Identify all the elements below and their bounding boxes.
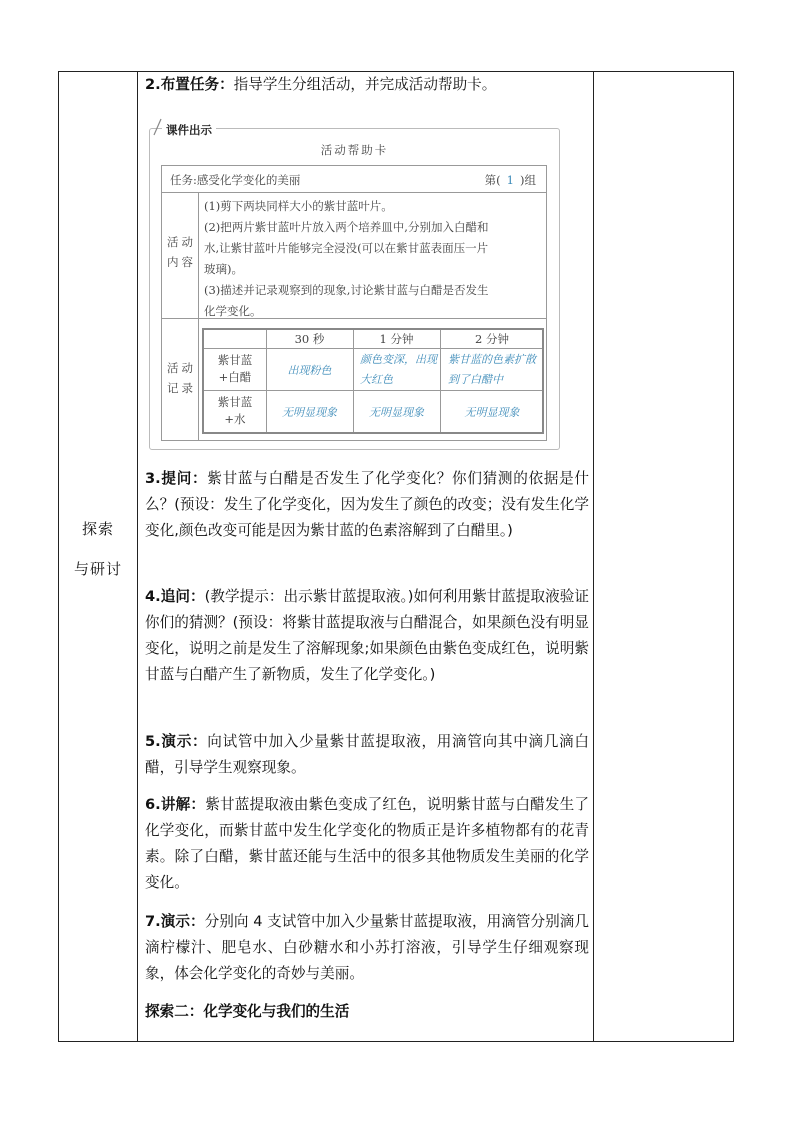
step-6-number: 6.讲解：	[145, 796, 206, 813]
row-vinegar-2min: 紫甘蓝的色素扩散到了白醋中	[448, 353, 536, 386]
step-6	[145, 792, 589, 896]
step-3-text: 紫甘蓝与白醋是否发生了化学变化？你们猜测的依据是什么？(预设：发生了化学变化，因为发生了颜色的改变；没有发生化学变化,颜色改变可能是因为紫甘蓝的色素溶解到了白醋里。)	[145, 470, 589, 539]
card-task: 任务:感受化学变化的美丽	[170, 173, 301, 187]
step-7-text: 分别向 4 支试管中加入少量紫甘蓝提取液，用滴管分别滴几滴柠檬汁、肥皂水、白砂糖水和小苏打溶液，引导学生仔细观察现象，体会化学变化的奇妙与美丽。	[145, 913, 589, 982]
activity-card	[161, 165, 547, 441]
column-divider-left	[137, 71, 138, 1042]
step-2-text: 指导学生分组活动，并完成活动帮助卡。	[233, 76, 497, 93]
section-heading-explore-2: 探索二：化学变化与我们的生活	[145, 1003, 350, 1020]
label-record: 活动 记录	[167, 361, 196, 395]
column-divider-right	[593, 71, 594, 1042]
step-5-text: 向试管中加入少量紫甘蓝提取液，用滴管向其中滴几滴白醋，引导学生观察现象。	[145, 733, 589, 776]
card-group: 第( 1 )组	[484, 173, 536, 187]
row-water-30s: 无明显现象	[282, 406, 337, 419]
row-water-2min: 无明显现象	[464, 406, 520, 419]
row-water-name: 紫甘蓝+水	[217, 395, 253, 426]
step-4-number: 4.追问：	[145, 588, 205, 605]
section-label-line1: 探索	[81, 520, 114, 538]
step-6-text: 紫甘蓝提取液由紫色变成了红色，说明紫甘蓝与白醋发生了化学变化，而紫甘蓝中发生化学变化的物质正是许多植物都有的花青素。除了白醋，紫甘蓝还能与生活中的很多其他物质发生美丽的化学变化。	[145, 796, 589, 891]
step-2-number: 2.布置任务：	[145, 76, 234, 93]
row-vinegar-30s: 出现粉色	[287, 364, 332, 377]
courseware-tag: 课件出示	[162, 122, 216, 138]
step-4-text: (教学提示：出示紫甘蓝提取液。)如何利用紫甘蓝提取液验证你们的猜测？(预设：将紫甘蓝提取液与白醋混合，如果颜色没有明显变化，说明之前是发生了溶解现象;如果颜色由紫色变成红色，说明紫甘蓝与白醋产生了新物质，发生了化学变化。)	[145, 588, 589, 683]
step-4	[145, 584, 589, 688]
step-7-number: 7.演示：	[145, 913, 205, 930]
activity-content: (1)剪下两块同样大小的紫甘蓝叶片。 (2)把两片紫甘蓝叶片放入两个培养皿中,分别加入白醋和 水,让紫甘蓝叶片能够完全浸没(可以在紫甘蓝表面压一片 玻璃)。 (3)描述并记录观察到的现象,讨论紫甘蓝与白醋是否发生 化学变化。	[204, 199, 489, 318]
record-table	[202, 328, 544, 434]
row-water-1min: 无明显现象	[369, 406, 424, 419]
header-2min: 2 分钟	[475, 332, 509, 346]
step-3-number: 3.提问：	[145, 470, 208, 487]
step-5	[145, 729, 589, 781]
section-label-line2: 与研讨	[73, 560, 122, 578]
courseware-marker-icon	[152, 118, 162, 136]
step-3	[145, 466, 589, 544]
step-7	[145, 909, 589, 987]
row-vinegar-1min: 颜色变深，出现大红色	[360, 353, 437, 386]
header-30s: 30 秒	[294, 332, 325, 346]
step-5-number: 5.演示：	[145, 733, 208, 750]
header-1min: 1 分钟	[379, 332, 414, 346]
label-content: 活动 内容	[167, 235, 196, 269]
group-number: 1	[506, 173, 514, 187]
step-2	[145, 72, 589, 98]
row-vinegar-name: 紫甘蓝+白醋	[217, 353, 253, 384]
card-title: 活动帮助卡	[320, 143, 389, 157]
